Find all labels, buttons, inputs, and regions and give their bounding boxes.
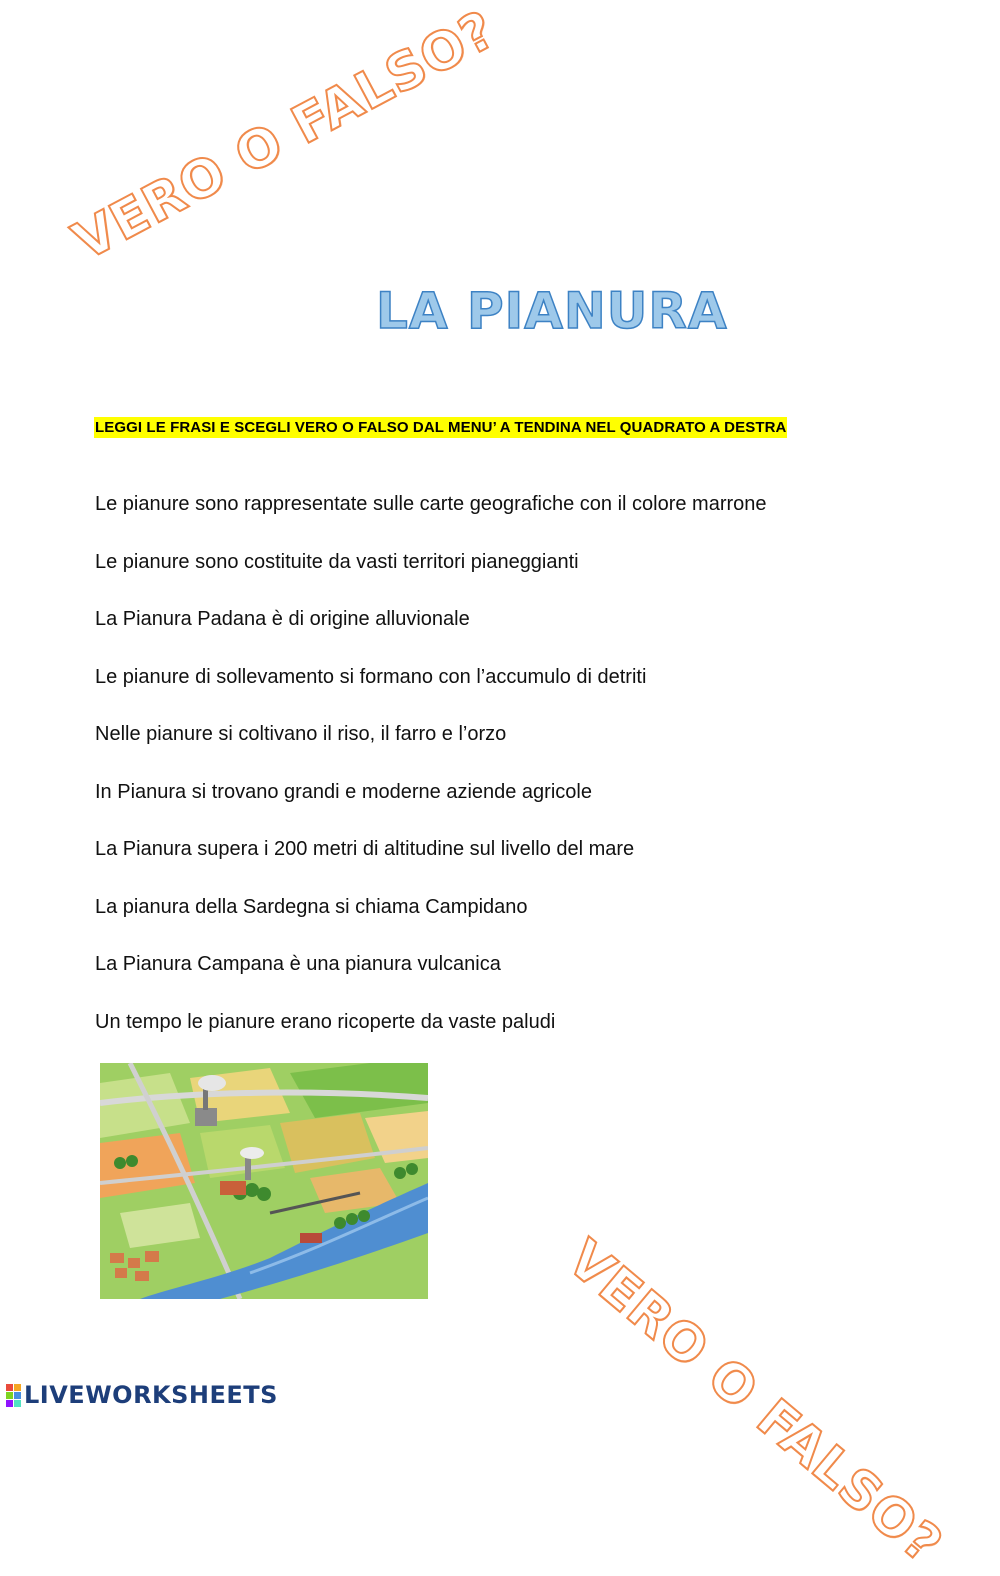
statement-item: La pianura della Sardegna si chiama Campidano xyxy=(95,895,528,918)
statement-item: La Pianura Padana è di origine alluvionale xyxy=(95,608,470,630)
page-title: LA PIANURA xyxy=(376,282,728,340)
liveworksheets-brand: LIVEWORKSHEETS xyxy=(24,1381,278,1409)
liveworksheets-logo-icon xyxy=(6,1384,21,1407)
plain-landscape-illustration xyxy=(100,1063,428,1299)
statement-item: Le pianure sono costituite da vasti territori pianeggianti xyxy=(95,550,579,573)
statement-item: Le pianure sono rappresentate sulle carte geografiche con il colore marrone xyxy=(95,493,767,515)
liveworksheets-footer[interactable] xyxy=(6,1381,278,1409)
statement-item: Le pianure di sollevamento si formano con l’accumulo di detriti xyxy=(95,665,647,688)
wordart-vero-o-falso-top: VERO O FALSO? xyxy=(63,0,506,273)
statements-list xyxy=(95,490,767,1065)
wordart-vero-o-falso-bottom: VERO O FALSO? xyxy=(555,1229,953,1576)
statement-item: Nelle pianure si coltivano il riso, il farro e l’orzo xyxy=(95,723,507,745)
statement-item: Un tempo le pianure erano ricoperte da vaste paludi xyxy=(95,1010,556,1033)
statement-item: La Pianura supera i 200 metri di altitudine sul livello del mare xyxy=(95,838,635,860)
statement-item: In Pianura si trovano grandi e moderne aziende agricole xyxy=(95,780,592,803)
instruction-text: LEGGI LE FRASI E SCEGLI VERO O FALSO DAL MENU’ A TENDINA NEL QUADRATO A DESTRA xyxy=(95,419,787,436)
statement-item: La Pianura Campana è una pianura vulcanica xyxy=(95,953,501,975)
